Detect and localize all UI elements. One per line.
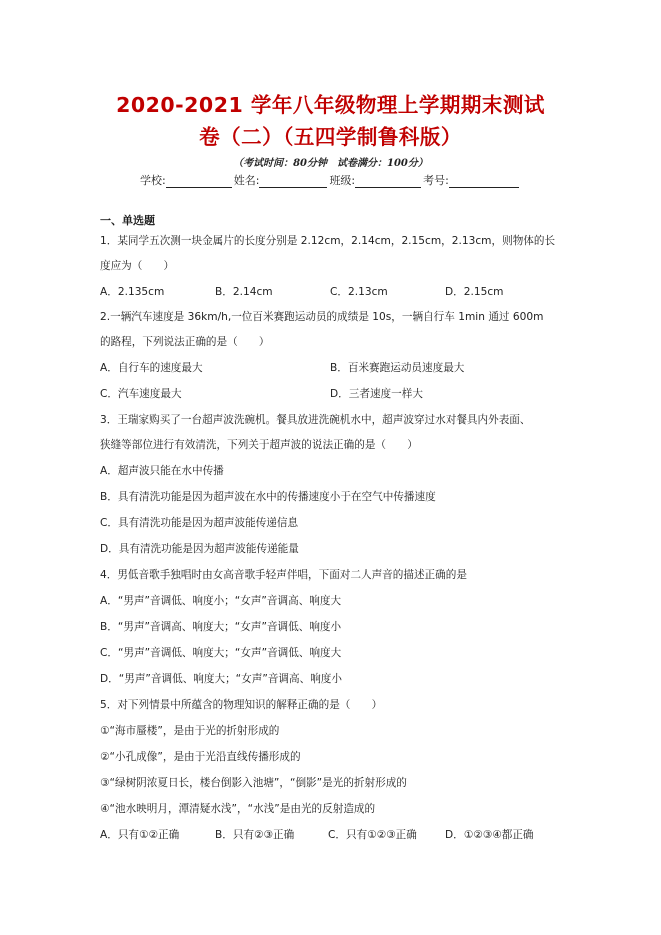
q1-stem-line1: 1．某同学五次测一块金属片的长度分别是 2.12cm，2.14cm，2.15cm，2.13cm，则物体的长 bbox=[100, 235, 556, 247]
class-blank bbox=[355, 175, 421, 188]
q1-option-c: C．2.13cm bbox=[330, 286, 388, 298]
q1-option-d: D．2.15cm bbox=[445, 286, 504, 298]
q4-option-c: C．“男声”音调低、响度大；“女声”音调低、响度大 bbox=[100, 647, 342, 659]
name-label: 姓名: bbox=[233, 174, 260, 187]
id-blank bbox=[449, 175, 519, 188]
q4-option-d: D．“男声”音调低、响度大；“女声”音调高、响度小 bbox=[100, 673, 342, 685]
q1-option-b: B．2.14cm bbox=[215, 286, 273, 298]
school-label: 学校: bbox=[140, 174, 166, 187]
q2-stem-line2: 的路程，下列说法正确的是（ ） bbox=[100, 336, 270, 348]
q2-option-a: A．自行车的速度最大 bbox=[100, 362, 203, 374]
q3-option-b: B．具有清洗功能是因为超声波在水中的传播速度小于在空气中传播速度 bbox=[100, 491, 436, 503]
exam-title-line2: 卷（二）（五四学制鲁科版） bbox=[199, 125, 462, 149]
q3-option-c: C．具有清洗功能是因为超声波能传递信息 bbox=[100, 517, 299, 529]
id-label: 考号: bbox=[423, 174, 449, 187]
q2-option-b: B．百米赛跑运动员速度最大 bbox=[330, 362, 465, 374]
q5-option-d: D．①②③④都正确 bbox=[445, 829, 534, 841]
q3-stem-line1: 3．王瑞家购买了一台超声波洗碗机。餐具放进洗碗机水中，超声波穿过水对餐具内外表面、 bbox=[100, 414, 531, 426]
q1-stem-line2: 度应为（ ） bbox=[100, 260, 175, 272]
q5-statement-3: ③“绿树阴浓夏日长，楼台倒影入池塘”，“倒影”是光的折射形成的 bbox=[100, 777, 407, 789]
q3-option-d: D．具有清洗功能是因为超声波能传递能量 bbox=[100, 543, 299, 555]
section-title: 一、单选题 bbox=[100, 214, 155, 227]
q3-stem-line2: 狭缝等部位进行有效清洗，下列关于超声波的说法正确的是（ ） bbox=[100, 439, 418, 451]
q4-stem-line1: 4．男低音歌手独唱时由女高音歌手轻声伴唱，下面对二人声音的描述正确的是 bbox=[100, 569, 467, 581]
exam-info: （考试时间：80分钟 试卷满分：100分） bbox=[233, 158, 428, 169]
class-label: 班级: bbox=[329, 174, 356, 187]
q5-statement-1: ①“海市蜃楼”，是由于光的折射形成的 bbox=[100, 725, 280, 737]
q5-statement-2: ②“小孔成像”，是由于光沿直线传播形成的 bbox=[100, 751, 301, 763]
school-blank bbox=[166, 175, 232, 188]
student-info-row bbox=[140, 172, 521, 188]
q2-stem-line1: 2.一辆汽车速度是 36km/h,一位百米赛跑运动员的成绩是 10s，一辆自行车 1min 通过 600m bbox=[100, 311, 544, 323]
q2-option-d: D．三者速度一样大 bbox=[330, 388, 423, 400]
q5-stem-line1: 5．对下列情景中所蕴含的物理知识的解释正确的是（ ） bbox=[100, 699, 383, 711]
q3-option-a: A．超声波只能在水中传播 bbox=[100, 465, 224, 477]
exam-title-line1: 2020-2021 学年八年级物理上学期期末测试 bbox=[116, 93, 545, 117]
q5-option-b: B．只有②③正确 bbox=[215, 829, 295, 841]
q4-option-a: A．“男声”音调低、响度小；“女声”音调高、响度大 bbox=[100, 595, 342, 607]
q5-statement-4: ④“池水映明月，潭清疑水浅”，“水浅”是由光的反射造成的 bbox=[100, 803, 376, 815]
q1-option-a: A．2.135cm bbox=[100, 286, 165, 298]
q4-option-b: B．“男声”音调高、响度大；“女声”音调低、响度小 bbox=[100, 621, 342, 633]
q5-option-a: A．只有①②正确 bbox=[100, 829, 180, 841]
name-blank bbox=[259, 175, 327, 188]
q2-option-c: C．汽车速度最大 bbox=[100, 388, 182, 400]
q5-option-c: C．只有①②③正确 bbox=[328, 829, 417, 841]
